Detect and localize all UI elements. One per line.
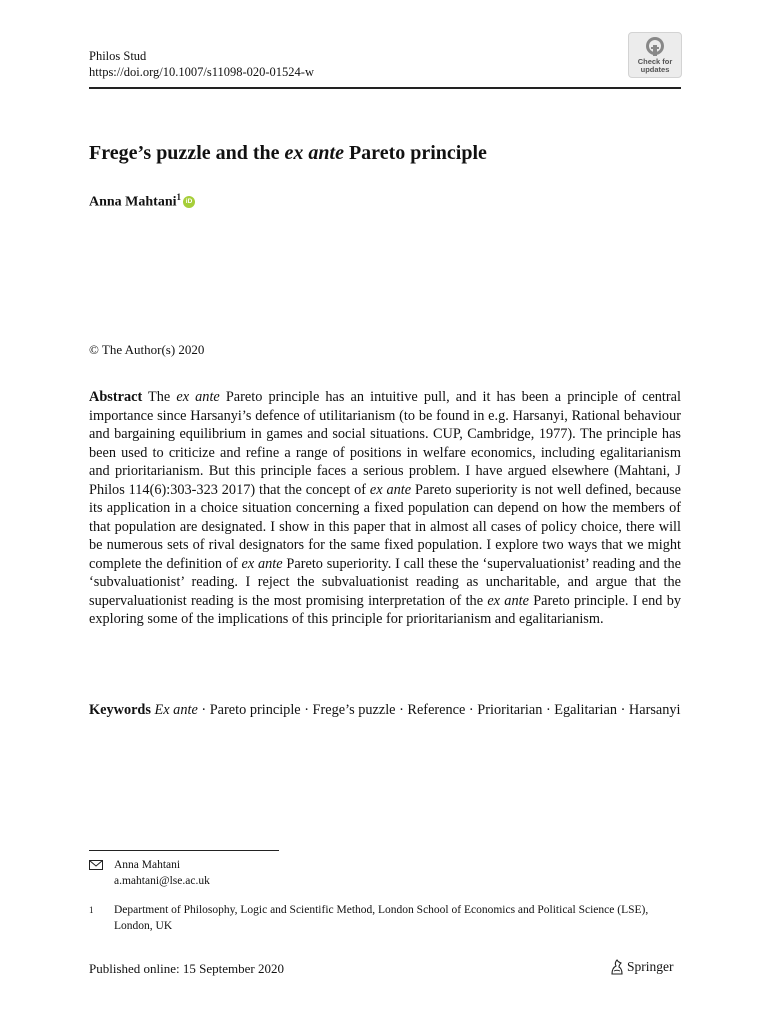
crossmark-icon — [645, 36, 665, 56]
copyright-notice: © The Author(s) 2020 — [89, 342, 205, 357]
abstract-italic-2: ex ante — [369, 481, 412, 498]
badge-line-2: updates — [640, 65, 670, 74]
running-header — [89, 48, 314, 80]
author-name[interactable]: Anna Mahtani — [89, 194, 177, 210]
check-for-updates-badge[interactable] — [628, 32, 682, 78]
springer-horse-icon — [609, 959, 624, 975]
keywords-rest: · Pareto principle · Frege’s puzzle · Reference · Prioritarian · Egalitarian · Harsanyi — [197, 702, 681, 718]
author-line — [89, 188, 195, 212]
contact-footnote — [89, 857, 681, 889]
contact-name: Anna Mahtani — [114, 859, 181, 871]
orcid-icon[interactable]: iD — [183, 196, 195, 208]
abstract-italic-4: ex ante — [487, 592, 529, 609]
abstract-text-5: Pareto principle. I end by exploring some of the implications of this principle for prioritarianism and egalitarianism. — [89, 592, 681, 627]
keyword-first: Ex ante — [154, 702, 198, 718]
doi-link[interactable]: https://doi.org/10.1007/s11098-020-01524-w — [89, 65, 314, 79]
abstract-text-2: Pareto principle has an intuitive pull, and it has been a principle of central importance since Harsanyi’s defence of utilitarianism (to be found in e.g. Harsanyi, Rational behaviour and bargaining equilibrium in games and social situations. CUP, Cambridge, 1977). The principle has been used to criticize and refine a range of positions in welfare economics, including egalitarianism and prioritarianism. But this principle faces a serious problem. I have argued elsewhere (Mahtani, J Philos 114(6):303-323 2017) that the concept of — [89, 389, 681, 498]
published-date: Published online: 15 September 2020 — [89, 961, 284, 976]
keywords-label: Keywords — [89, 702, 151, 718]
abstract-text-3: Pareto superiority is not well defined, because its application in a choice situation concerning a fixed population can depend on how the members of that population are designated. I show in this paper that in almost all cases of policy choice, there will be numerous sets of rival designators for the same fixed population. I explore two ways that we might complete the definition of — [89, 481, 682, 572]
abstract — [89, 388, 681, 629]
affiliation-text: Department of Philosophy, Logic and Scientific Method, London School of Economics and Political Science (LSE), London, UK — [114, 904, 649, 932]
keywords — [89, 701, 681, 720]
journal-name: Philos Stud — [89, 49, 147, 63]
contact-email[interactable]: a.mahtani@lse.ac.uk — [114, 875, 210, 887]
affiliation-footnote — [89, 902, 681, 934]
title-italic: ex ante — [284, 142, 344, 164]
author-affiliation-mark: 1 — [176, 192, 182, 202]
abstract-text-1: The — [142, 389, 177, 405]
badge-line-1: Check for — [637, 57, 673, 66]
paper-title — [89, 141, 487, 165]
title-part-1: Frege’s puzzle and the — [89, 142, 285, 164]
title-part-2: Pareto principle — [343, 142, 487, 164]
abstract-italic-3: ex ante — [241, 555, 283, 572]
badge-label — [629, 58, 681, 74]
abstract-text-4: Pareto superiority. I call these the ‘supervaluationist’ reading and the ‘subvaluationist’ reading. I reject the subvaluationist reading as uncharitable, and argue that the supervaluationist reading is the most promising interpretation of the — [89, 555, 681, 609]
footnote-divider — [89, 850, 279, 851]
header-divider — [89, 87, 681, 89]
abstract-italic-1: ex ante — [176, 389, 220, 405]
envelope-icon — [89, 860, 103, 870]
publisher-logo[interactable] — [609, 958, 674, 976]
abstract-label: Abstract — [89, 389, 143, 405]
affiliation-mark: 1 — [89, 905, 94, 915]
publisher-name: Springer — [627, 959, 674, 974]
